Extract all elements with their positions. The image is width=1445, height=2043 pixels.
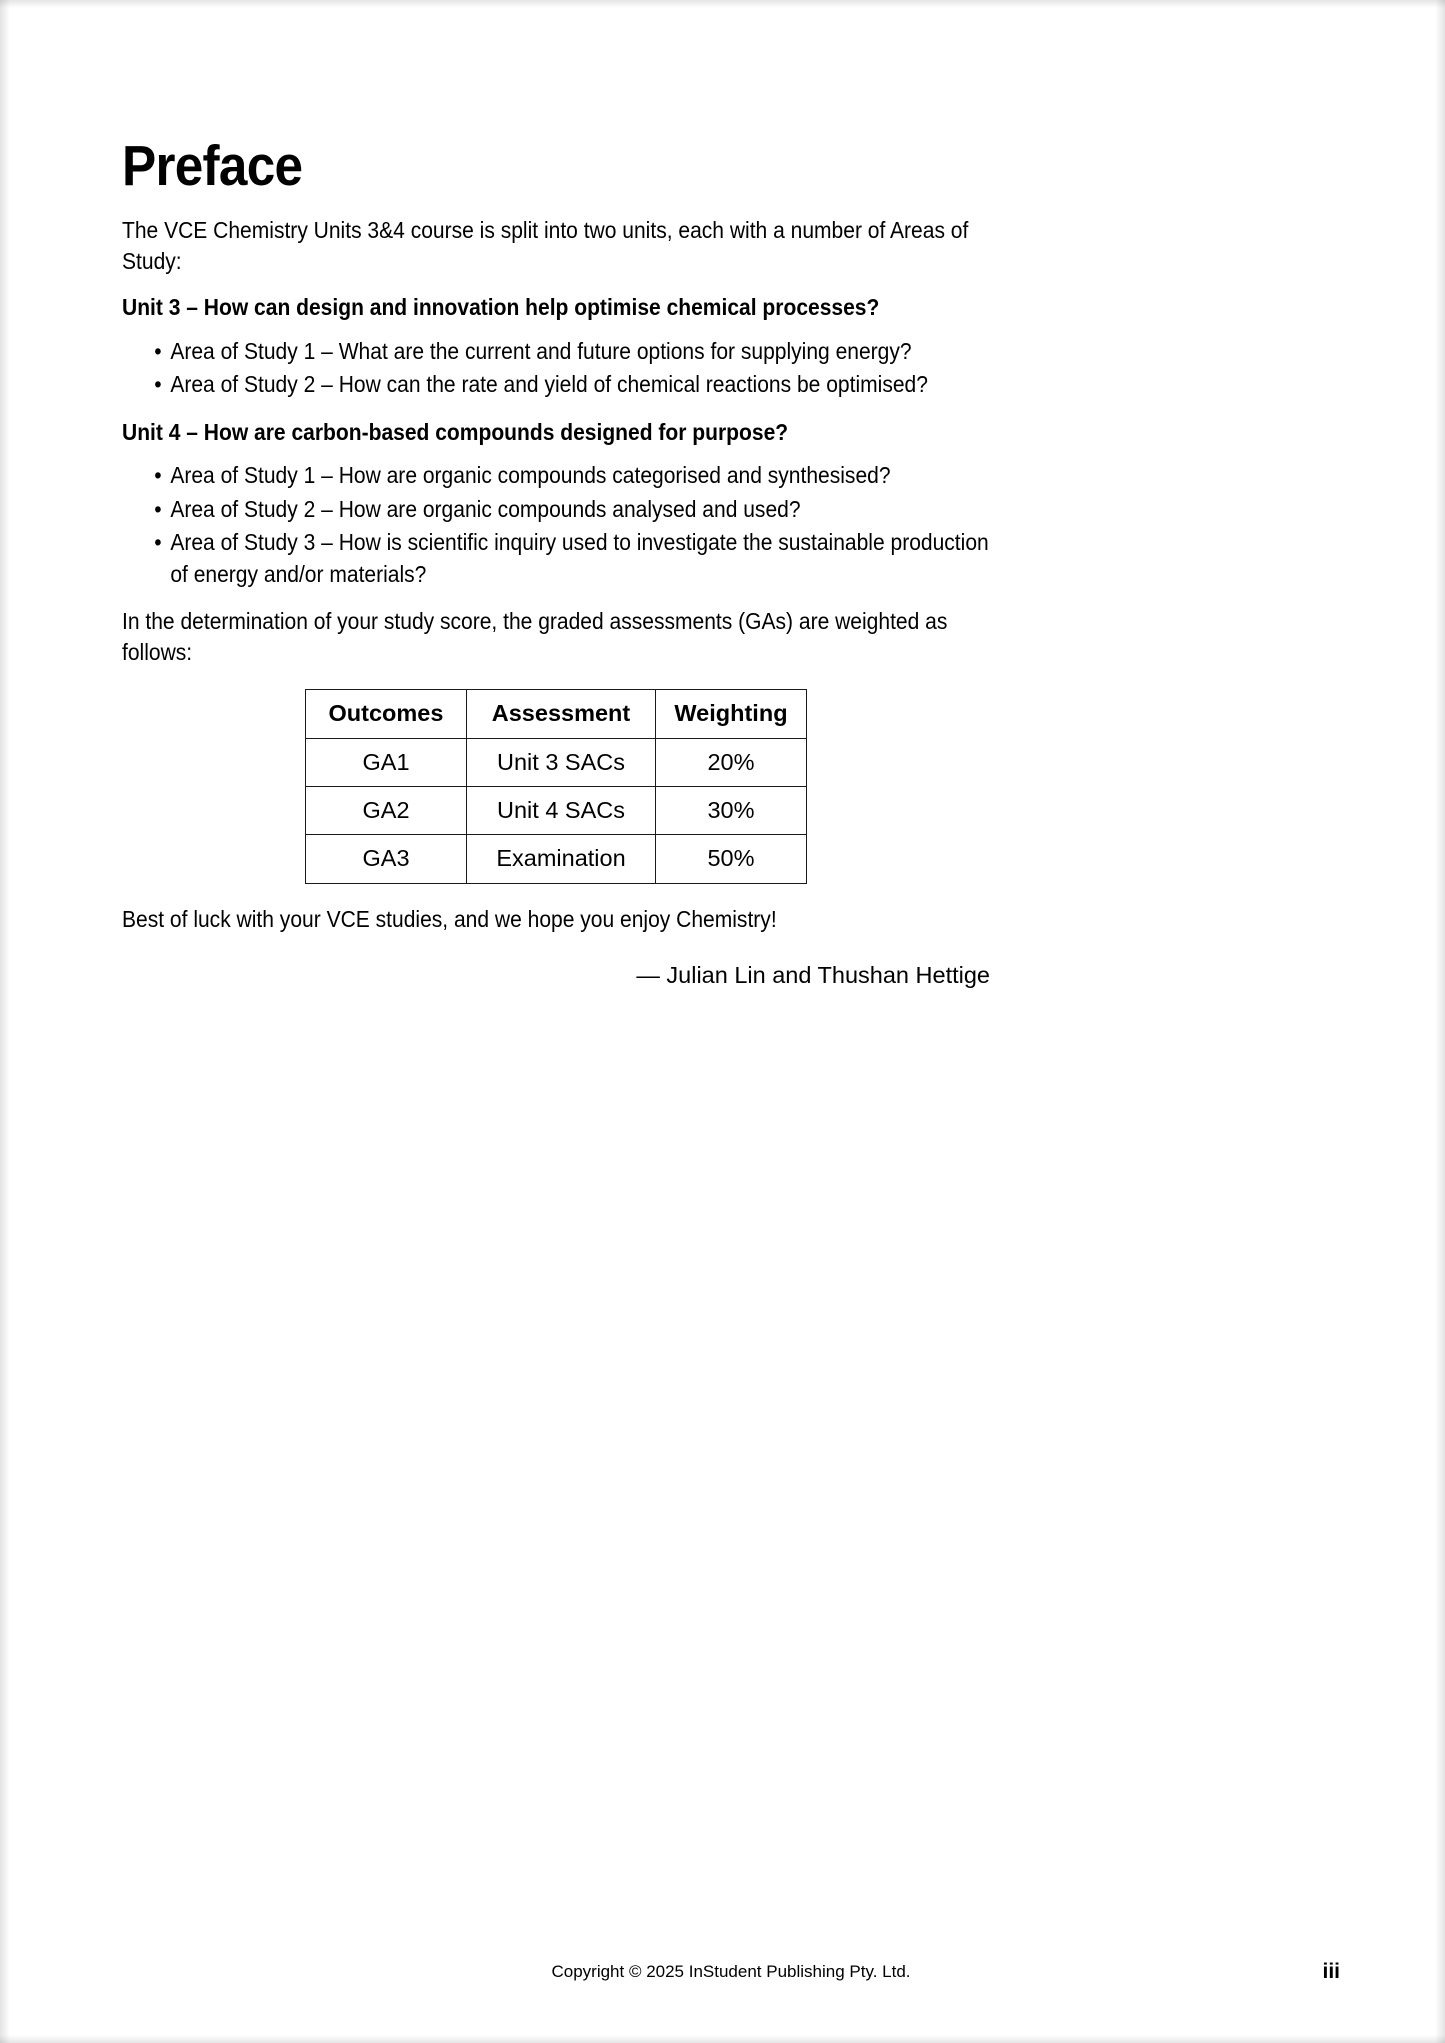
page-edge-shadow-right [1435, 0, 1445, 2043]
page-content [122, 134, 990, 991]
bullet-icon: • [154, 371, 162, 398]
bullet-icon: • [154, 529, 162, 556]
table-row [306, 738, 807, 786]
bullet-icon: • [154, 337, 162, 364]
table-row [306, 786, 807, 834]
bullet-icon: • [154, 462, 162, 489]
page-footer [122, 1959, 1340, 1985]
author-signature: — Julian Lin and Thushan Hettige [636, 962, 990, 989]
column-header-assessment: Assessment [467, 690, 656, 738]
cell-weighting: 20% [656, 738, 807, 786]
list-item [122, 369, 990, 400]
list-item [122, 527, 990, 590]
closing-paragraph: Best of luck with your VCE studies, and we hope you enjoy Chemistry! [122, 905, 777, 932]
cell-outcome: GA2 [306, 786, 467, 834]
cell-outcome: GA3 [306, 835, 467, 883]
list-item-label: Area of Study 2 – How are organic compounds analysed and used? [170, 495, 801, 522]
page-edge-shadow-left [0, 0, 10, 2043]
bullet-icon: • [154, 495, 162, 522]
list-item-label: Area of Study 1 – What are the current and future options for supplying energy? [170, 337, 912, 364]
area-of-study-list-unit-4 [122, 460, 990, 590]
list-item [122, 494, 990, 525]
cell-weighting: 30% [656, 786, 807, 834]
area-of-study-list-unit-3 [122, 336, 990, 401]
page-title: Preface [122, 134, 303, 198]
cell-outcome: GA1 [306, 738, 467, 786]
assessment-weighting-table [305, 689, 807, 884]
cell-assessment: Unit 3 SACs [467, 738, 656, 786]
list-item [122, 336, 990, 367]
column-header-weighting: Weighting [656, 690, 807, 738]
footer-page-number: iii [1322, 1960, 1340, 1983]
cell-weighting: 50% [656, 835, 807, 883]
assessment-table-wrapper [122, 689, 990, 884]
intro-paragraph: The VCE Chemistry Units 3&4 course is split into two units, each with a number of Areas of Study: [122, 217, 969, 274]
list-item-label: Area of Study 2 – How can the rate and yield of chemical reactions be optimised? [170, 371, 928, 398]
list-item-label: Area of Study 1 – How are organic compounds categorised and synthesised? [170, 462, 891, 489]
list-item [122, 460, 990, 491]
unit-heading-3: Unit 3 – How can design and innovation help optimise chemical processes? [122, 294, 880, 321]
list-item-label: Area of Study 3 – How is scientific inquiry used to investigate the sustainable production of energy and/or materials? [170, 529, 989, 587]
page-edge-shadow-bottom [0, 2035, 1445, 2043]
table-lead-in-paragraph: In the determination of your study score, the graded assessments (GAs) are weighted as follows: [122, 608, 948, 665]
table-header-row [306, 690, 807, 738]
unit-heading-4: Unit 4 – How are carbon-based compounds designed for purpose? [122, 418, 789, 445]
column-header-outcomes: Outcomes [306, 690, 467, 738]
page-edge-shadow-top [0, 0, 1445, 8]
table-row [306, 835, 807, 883]
cell-assessment: Unit 4 SACs [467, 786, 656, 834]
footer-copyright: Copyright © 2025 InStudent Publishing Pty. Ltd. [551, 1962, 911, 1981]
cell-assessment: Examination [467, 835, 656, 883]
